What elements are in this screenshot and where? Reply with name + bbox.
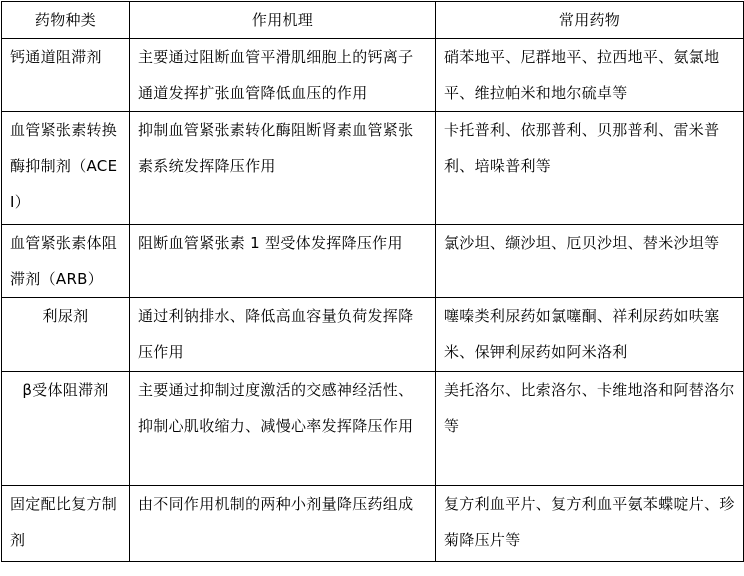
- row-category: 固定配比复方制剂: [2, 486, 130, 562]
- row-mechanism: 抑制血管紧张素转化酶阻断肾素血管紧张素系统发挥降压作用: [130, 112, 436, 225]
- table-header: [2, 2, 744, 39]
- row-mechanism: 主要通过阻断血管平滑肌细胞上的钙离子通道发挥扩张血管降低血压的作用: [130, 39, 436, 112]
- row-mechanism: 主要通过抑制过度激活的交感神经活性、抑制心肌收缩力、减慢心率发挥降压作用: [130, 372, 436, 486]
- row-category: 钙通道阻滞剂: [2, 39, 130, 112]
- header-row: [2, 2, 744, 39]
- row-drugs: 硝苯地平、尼群地平、拉西地平、氨氯地平、维拉帕米和地尔硫卓等: [436, 39, 744, 112]
- table-row: [2, 39, 744, 112]
- row-mechanism: 由不同作用机制的两种小剂量降压药组成: [130, 486, 436, 562]
- row-mechanism: 阻断血管紧张素 1 型受体发挥降压作用: [130, 225, 436, 298]
- row-category: 血管紧张素转换酶抑制剂（ACEI）: [2, 112, 130, 225]
- table-row: [2, 112, 744, 225]
- row-category: 血管紧张素体阻滞剂（ARB）: [2, 225, 130, 298]
- row-drugs: 复方利血平片、复方利血平氨苯蝶啶片、珍菊降压片等: [436, 486, 744, 562]
- table-body: [2, 39, 744, 562]
- table-row: [2, 225, 744, 298]
- header-drugs: 常用药物: [436, 2, 744, 39]
- row-mechanism: 通过利钠排水、降低高血容量负荷发挥降压作用: [130, 298, 436, 372]
- row-drugs: 卡托普利、依那普利、贝那普利、雷米普利、培哚普利等: [436, 112, 744, 225]
- row-category: β受体阻滞剂: [2, 372, 130, 486]
- table-row: [2, 372, 744, 486]
- table-row: [2, 486, 744, 562]
- header-mechanism: 作用机理: [130, 2, 436, 39]
- row-category: 利尿剂: [2, 298, 130, 372]
- header-category: 药物种类: [2, 2, 130, 39]
- row-drugs: 噻嗪类利尿药如氯噻酮、祥利尿药如呋塞米、保钾利尿药如阿米洛利: [436, 298, 744, 372]
- row-drugs: 氯沙坦、缬沙坦、厄贝沙坦、替米沙坦等: [436, 225, 744, 298]
- drug-table: [1, 1, 744, 562]
- row-drugs: 美托洛尔、比索洛尔、卡维地洛和阿替洛尔等: [436, 372, 744, 486]
- table-row: [2, 298, 744, 372]
